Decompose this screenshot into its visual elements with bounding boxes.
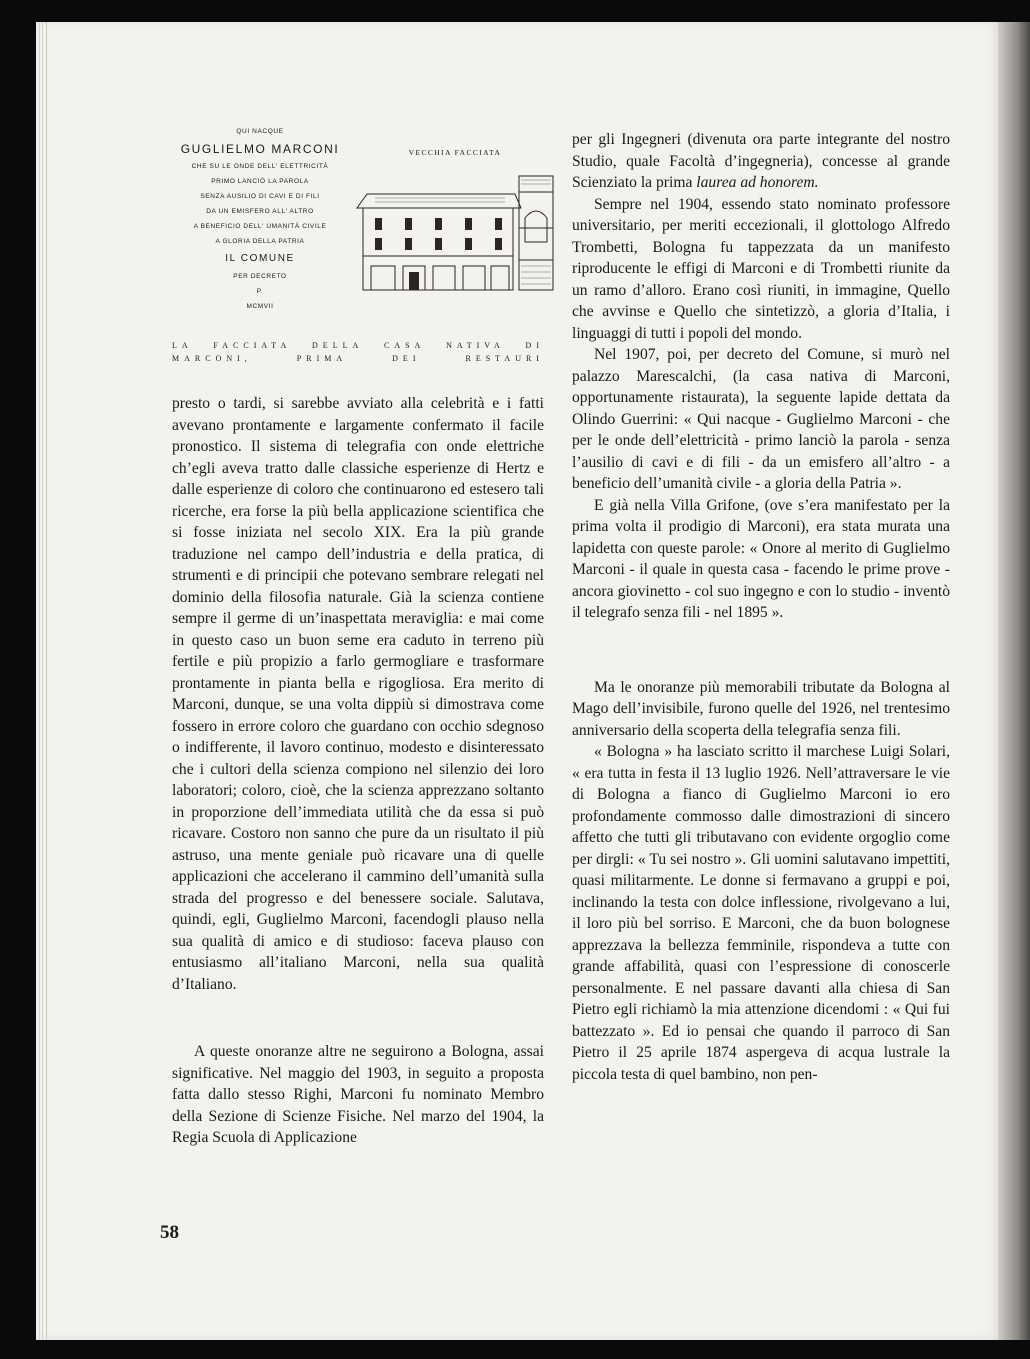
paragraph	[572, 129, 950, 194]
plaque-line: GUGLIELMO MARCONI	[180, 142, 340, 156]
caption-word: PRIMA	[296, 354, 348, 363]
paragraph: presto o tardi, si sarebbe avviato alla celebrità e i fatti avevano prontamente e largamente confermato il facile pronostico. Il sistema di telegrafia con onde elettriche ch’egli aveva tratto dalle classiche esperienze di Hertz e dalle esperienze di coloro che continuarono ed estesero tali ricerche, era forse la più bella applicazione scientifica che si fosse iniziata nel secolo XIX. Era la più grande traduzione nel campo dell’industria e della pratica, di strumenti e di principii che potevano sembrare relegati nel dominio della filosofia naturale. Già la scienza contiene sempre il germe di un’inaspettata meraviglia: e mai come in questo caso un buon seme era caduto in terreno più fertile e più propizio a farlo germogliare e trasformare prontamente in pianta bella e rigogliosa. Era merito di Marconi, dunque, se una volta dippiù si dimostrava come fossero in errore coloro che guardano con occhio sdegnoso o indifferente, il lavoro continuo, modesto e disinteressato che i cultori della scienza compiono nel silenzio dei loro laboratori; coloro, cioè, che la scienza apprezzano soltanto in proporzione dell’immediata utilità che da essa si può ricavare. Costoro non sanno che pure da un risultato il più astruso, una mente geniale può ricavare una di quelle applicazioni che accelerano il cammino dell’umanità sulla strada del progresso e del benessere sociale. Salutava, quindi, egli, Guglielmo Marconi, facendogli plauso nella sua qualità di amico e di studioso: faceva plauso con entusiasmo all’italiano Marconi, nella sua qualità d’Italiano.	[172, 395, 544, 993]
paragraph: A queste onoranze altre ne seguirono a Bologna, assai significative. Nel maggio del 1903, in seguito a proposta fatta dallo stesso Righi, Marconi fu nominato Membro della Sezione di Scienze Fisiche. Nel marzo del 1904, la Regia Scuola di Applicazione	[172, 1043, 544, 1146]
caption-word: LA	[172, 341, 193, 350]
page-edge	[36, 22, 47, 1340]
figure-caption	[172, 354, 544, 363]
paragraph-text: per gli Ingegneri (divenuta ora parte integrante del nostro Studio, quale Facoltà d’ingegneria), concesse al grande Scienziato la prima	[572, 131, 950, 191]
plaque-line: PER DECRETO	[233, 273, 287, 280]
caption-word: DELLA	[312, 341, 364, 350]
caption-word: DI	[525, 341, 544, 350]
plaque-line: QUI NACQUE	[236, 128, 284, 135]
plaque-line: IL COMUNE	[225, 253, 295, 264]
caption-word: CASA	[383, 341, 426, 350]
caption-word: RESTAURI	[465, 354, 544, 363]
right-column	[572, 129, 950, 1085]
paragraph: Sempre nel 1904, essendo stato nominato professore universitario, per meriti eccezionali, il glottologo Alfredo Trombetti, Bologna fu tappezzata da un manifesto riproducente le effigi di Marconi e di Trombetti riunite da un ramo d’alloro. Erano così riuniti, in immagine, Quello che avvinse e Quello che sintetizzò, a gloria d’Italia, i linguaggi di tutti i popoli del mondo.	[572, 195, 950, 342]
paragraph: Ma le onoranze più memorabili tributate da Bologna al Mago dell’invisibile, furono quelle del 1926, nel trentesimo anniversario della scoperta della telegrafia senza fili.	[572, 678, 950, 739]
plaque-line: P.	[256, 288, 264, 295]
caption-word: MARCONI,	[172, 354, 252, 363]
caption-word: FACCIATA	[213, 341, 292, 350]
book-spine	[998, 22, 1030, 1340]
paragraph: E già nella Villa Grifone, (ove s’era manifestato per la prima volta il prodigio di Marconi), era stata murata una lapidetta con queste parole: « Onore al merito di Guglielmo Marconi - il quale in questa casa - facendo le prime prove - ancora giovinetto - col suo ingegno e con lo studio - inventò il telegrafo senza fili - nel 1895 ».	[572, 496, 950, 621]
emphasis-text: laurea ad honorem.	[696, 174, 819, 191]
plaque-line: PRIMO LANCIÒ LA PAROLA	[211, 178, 309, 185]
plaque-line: A GLORIA DELLA PATRIA	[215, 238, 305, 245]
plaque-line: SENZA AUSILIO DI CAVI E DI FILI	[200, 193, 320, 200]
plaque-line: MCMVII	[246, 303, 274, 310]
house-facade-illustration	[355, 168, 555, 294]
plaque-line: CHE SU LE ONDE DELL' ELETTRICITÀ	[191, 163, 329, 170]
plaque-line: DA UN EMISFERO ALL' ALTRO	[206, 208, 314, 215]
plaque-inscription	[150, 124, 370, 314]
paragraph: « Bologna » ha lasciato scritto il marchese Luigi Solari, « era tutta in festa il 13 luglio 1926. Nell’attraversare le vie di Bologna a fianco di Guglielmo Marconi io ero profondamente commosso dalle dimostrazioni di sincero affetto che tutti gli tributavano con evidente orgoglio come per dirgli: « Tu sei nostro ». Gli uomini salutavano impettiti, quasi militarmente. Le donne si fermavano a gruppi e poi, inclinando la testa con dolce inflessione, rivolgevano a lui, il loro più bel sorriso. E Marconi, che da buon bolognese apprezzava la bellezza femminile, rispondeva a tutte con grande affabilità, quasi con l’espressione di conoscerle personalmente. E nel passare davanti alla chiesa di San Pietro egli richiamò la mia attenzione dicendomi : « Qui fui battezzato ». Ed io pensai che quando il parroco di San Pietro il 25 aprile 1874 aspergeva di acqua lustrale la piccola testa di quel bambino, non pen-	[572, 743, 950, 1083]
caption-word: NATIVA	[446, 341, 505, 350]
page-number: 58	[160, 1222, 179, 1243]
figure-label: VECCHIA FACCIATA	[408, 148, 502, 157]
figure-caption	[172, 341, 544, 350]
left-column	[172, 393, 544, 1149]
plaque-line: A BENEFICIO DELL' UMANITÀ CIVILE	[193, 223, 327, 230]
caption-word: DEI	[392, 354, 421, 363]
paragraph: Nel 1907, poi, per decreto del Comune, si murò nel palazzo Marescalchi, (la casa nativa di Marconi, opportunamente ristaurata), la seguente lapide dettata da Olindo Guerrini: « Qui nacque - Guglielmo Marconi - che per le onde dell’elettricità - primo lanciò la parola - senza l’ausilio di cavi e di fili - da un emisfero all’altro - a beneficio dell’umanità civile - a gloria della Patria ».	[572, 346, 950, 492]
